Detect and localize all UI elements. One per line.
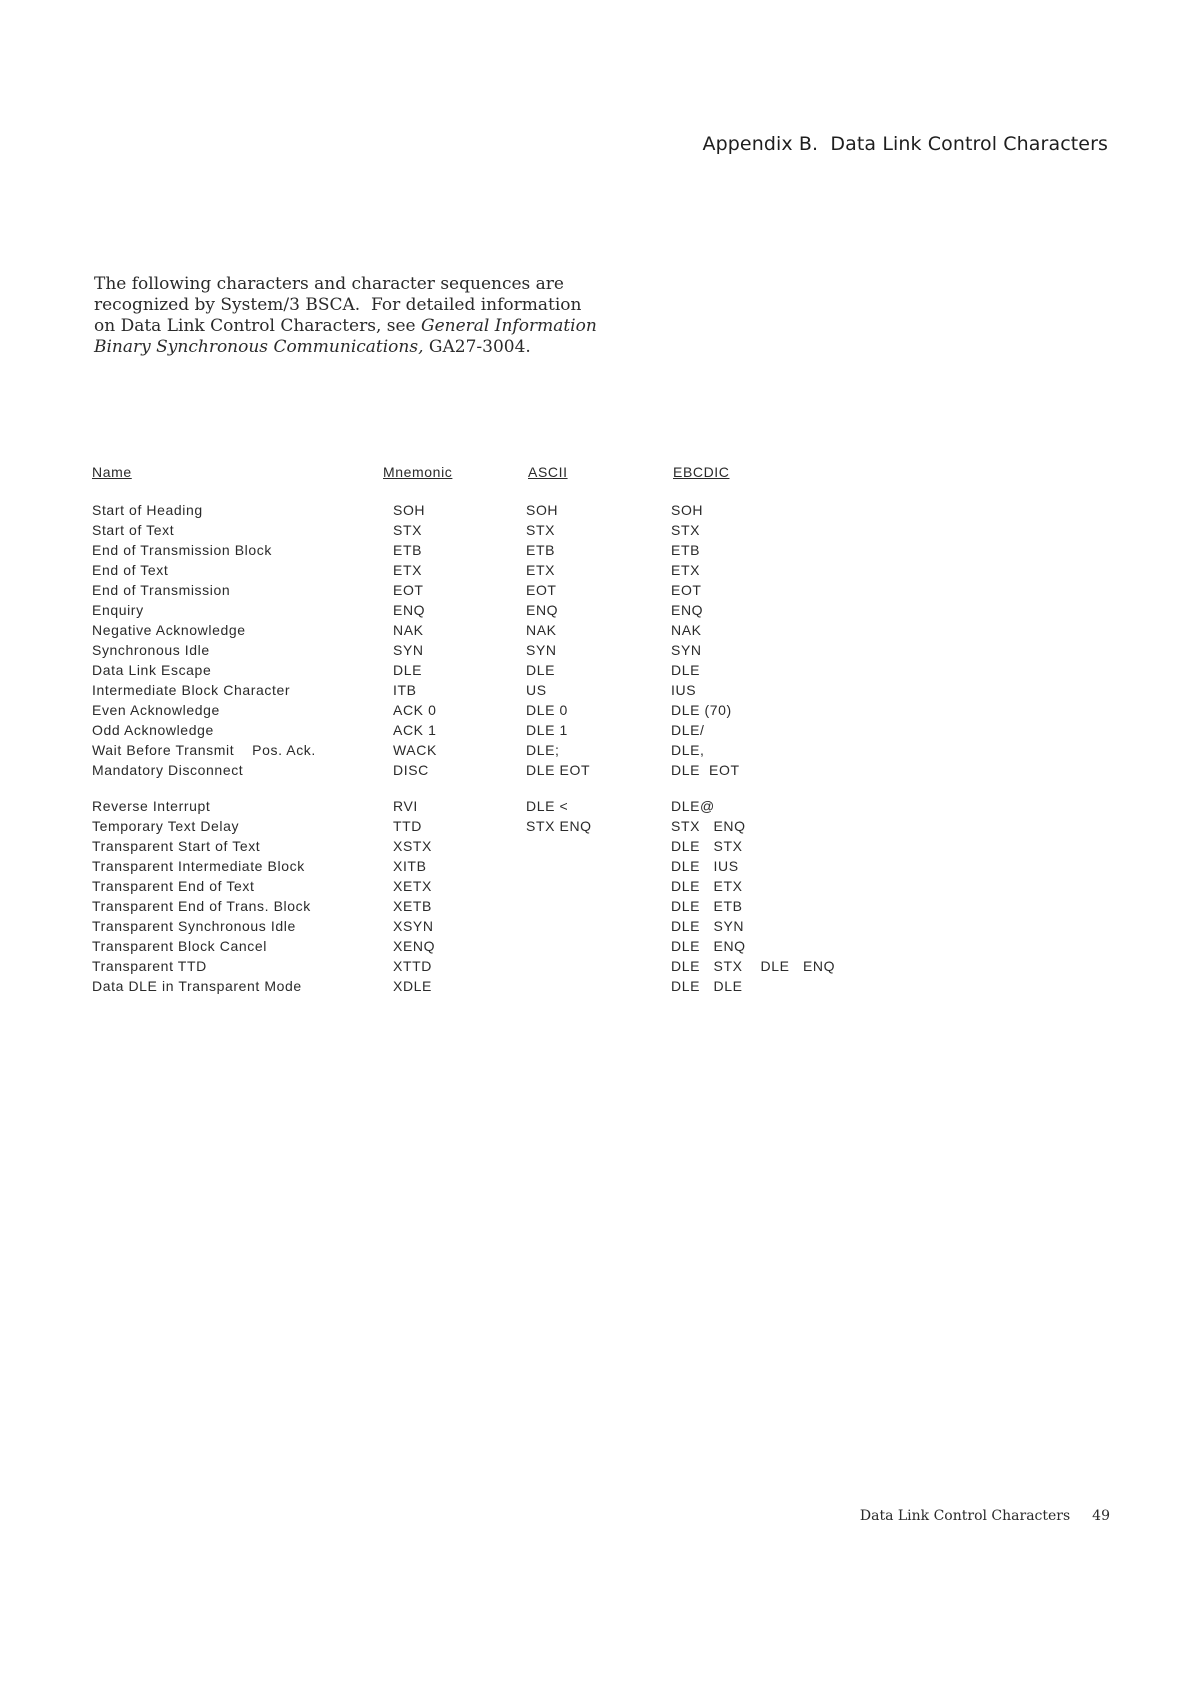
page-footer: [860, 1508, 1110, 1524]
cell-ebcdic: DLE EOT: [671, 762, 740, 778]
cell-ebcdic: STX ENQ: [671, 818, 746, 834]
intro-line-1: The following characters and character sequences are: [94, 274, 564, 294]
cell-name: Transparent Synchronous Idle: [92, 918, 296, 934]
cell-ebcdic: ETB: [671, 542, 701, 558]
cell-name: End of Transmission: [92, 582, 231, 598]
cell-name: Synchronous Idle: [92, 642, 210, 658]
publication-title-part-2: Binary Synchronous Communications,: [94, 337, 424, 357]
cell-ebcdic: EOT: [671, 582, 702, 598]
cell-ebcdic: DLE,: [671, 742, 705, 758]
cell-name: Temporary Text Delay: [92, 818, 240, 834]
cell-mnemonic: XTTD: [393, 958, 432, 974]
cell-ascii: STX: [526, 522, 556, 538]
cell-ebcdic: DLE@: [671, 798, 715, 814]
cell-ebcdic: DLE SYN: [671, 918, 745, 934]
cell-name: Data Link Escape: [92, 662, 212, 678]
cell-name: Wait Before Transmit Pos. Ack.: [92, 742, 316, 758]
cell-mnemonic: XSYN: [393, 918, 434, 934]
cell-name: Data DLE in Transparent Mode: [92, 978, 302, 994]
cell-mnemonic: ENQ: [393, 602, 426, 618]
cell-mnemonic: ACK 0: [393, 702, 437, 718]
cell-mnemonic: SOH: [393, 502, 426, 518]
cell-ebcdic: DLE IUS: [671, 858, 739, 874]
cell-name: Even Acknowledge: [92, 702, 220, 718]
cell-ascii: DLE: [526, 662, 556, 678]
cell-ascii: SYN: [526, 642, 557, 658]
cell-name: Intermediate Block Character: [92, 682, 291, 698]
intro-line-4: [94, 337, 614, 358]
intro-line-3-text: on Data Link Control Characters, see: [94, 316, 422, 336]
cell-mnemonic: ETB: [393, 542, 423, 558]
cell-name: Mandatory Disconnect: [92, 762, 244, 778]
cell-ebcdic: IUS: [671, 682, 697, 698]
cell-mnemonic: DLE: [393, 662, 423, 678]
cell-ebcdic: DLE ETB: [671, 898, 743, 914]
cell-name: Reverse Interrupt: [92, 798, 211, 814]
publication-number: GA27-3004.: [423, 337, 531, 357]
cell-ascii: ETX: [526, 562, 556, 578]
cell-ebcdic: DLE (70): [671, 702, 732, 718]
cell-name: End of Transmission Block: [92, 542, 272, 558]
cell-mnemonic: XETX: [393, 878, 432, 894]
cell-ebcdic: STX: [671, 522, 701, 538]
cell-ascii: DLE <: [526, 798, 569, 814]
cell-mnemonic: ETX: [393, 562, 423, 578]
cell-name: Odd Acknowledge: [92, 722, 214, 738]
intro-line-2: recognized by System/3 BSCA. For detailed information: [94, 295, 582, 315]
cell-ascii: EOT: [526, 582, 557, 598]
cell-mnemonic: XITB: [393, 858, 427, 874]
cell-ebcdic: DLE DLE: [671, 978, 743, 994]
cell-ebcdic: DLE STX DLE ENQ: [671, 958, 836, 974]
cell-mnemonic: XDLE: [393, 978, 432, 994]
cell-ebcdic: SYN: [671, 642, 702, 658]
page-title: Appendix B. Data Link Control Characters: [702, 133, 1108, 155]
column-header-ebcdic: EBCDIC: [673, 464, 730, 480]
cell-ebcdic: SOH: [671, 502, 704, 518]
publication-title-part-1: General Information: [421, 316, 597, 336]
cell-name: Negative Acknowledge: [92, 622, 246, 638]
cell-ascii: STX ENQ: [526, 818, 592, 834]
cell-name: Start of Text: [92, 522, 175, 538]
cell-ascii: US: [526, 682, 547, 698]
column-header-ascii: ASCII: [528, 464, 568, 480]
intro-line-3: [94, 316, 614, 337]
page-number: 49: [1092, 1508, 1110, 1524]
cell-ascii: DLE;: [526, 742, 560, 758]
cell-ebcdic: DLE ENQ: [671, 938, 746, 954]
cell-mnemonic: SYN: [393, 642, 424, 658]
cell-ebcdic: DLE STX: [671, 838, 743, 854]
cell-ascii: SOH: [526, 502, 559, 518]
cell-name: Transparent Intermediate Block: [92, 858, 305, 874]
cell-mnemonic: TTD: [393, 818, 423, 834]
cell-ebcdic: ENQ: [671, 602, 704, 618]
cell-ascii: ENQ: [526, 602, 559, 618]
cell-name: Transparent Block Cancel: [92, 938, 267, 954]
cell-mnemonic: XETB: [393, 898, 432, 914]
cell-name: Transparent TTD: [92, 958, 207, 974]
column-header-mnemonic: Mnemonic: [383, 464, 453, 480]
cell-ebcdic: DLE: [671, 662, 701, 678]
cell-name: End of Text: [92, 562, 169, 578]
cell-ascii: NAK: [526, 622, 557, 638]
cell-ebcdic: DLE ETX: [671, 878, 743, 894]
cell-name: Enquiry: [92, 602, 144, 618]
cell-mnemonic: XSTX: [393, 838, 432, 854]
cell-name: Transparent End of Trans. Block: [92, 898, 311, 914]
cell-mnemonic: WACK: [393, 742, 437, 758]
cell-mnemonic: ACK 1: [393, 722, 437, 738]
column-header-name: Name: [92, 464, 132, 480]
cell-mnemonic: STX: [393, 522, 423, 538]
cell-ascii: DLE 0: [526, 702, 568, 718]
cell-name: Transparent End of Text: [92, 878, 255, 894]
cell-ebcdic: NAK: [671, 622, 702, 638]
cell-mnemonic: DISC: [393, 762, 429, 778]
cell-ascii: DLE 1: [526, 722, 568, 738]
cell-ascii: DLE EOT: [526, 762, 591, 778]
cell-ascii: ETB: [526, 542, 556, 558]
cell-mnemonic: ITB: [393, 682, 417, 698]
cell-name: Start of Heading: [92, 502, 203, 518]
cell-ebcdic: DLE/: [671, 722, 705, 738]
cell-name: Transparent Start of Text: [92, 838, 261, 854]
cell-mnemonic: NAK: [393, 622, 424, 638]
cell-mnemonic: XENQ: [393, 938, 436, 954]
running-footer-title: Data Link Control Characters: [859, 1508, 1071, 1524]
intro-paragraph: [94, 274, 614, 358]
cell-mnemonic: RVI: [393, 798, 418, 814]
cell-mnemonic: EOT: [393, 582, 424, 598]
cell-ebcdic: ETX: [671, 562, 701, 578]
